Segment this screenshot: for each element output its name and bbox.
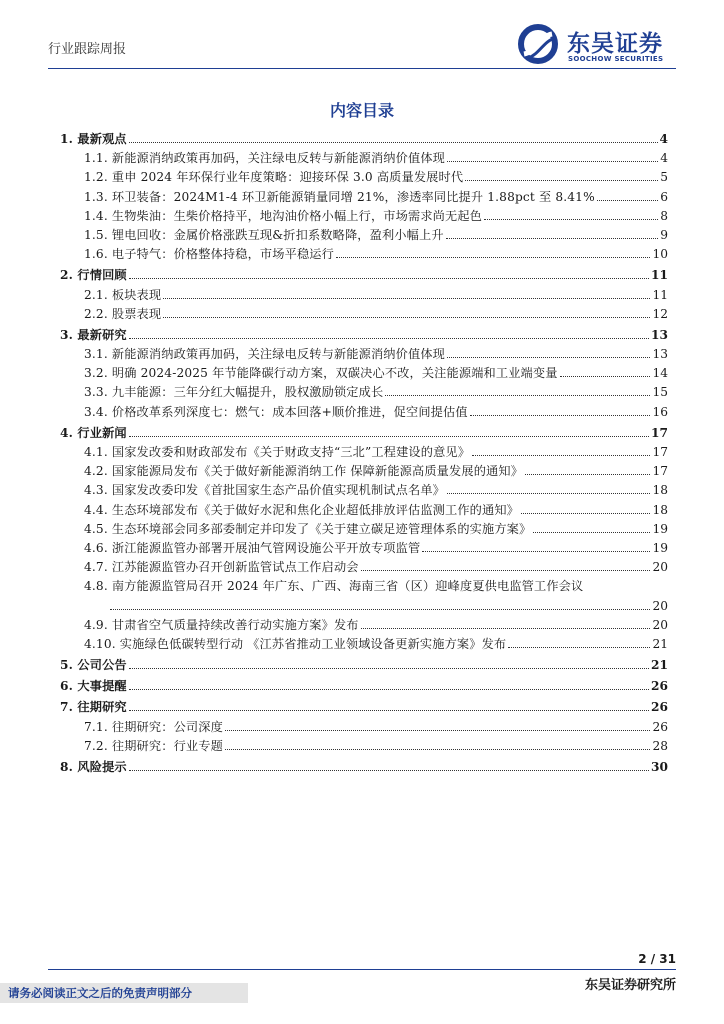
toc-entry-text: 4.1. 国家发改委和财政部发布《关于财政支持“三北”工程建设的意见》 (84, 445, 471, 459)
toc-entry-page: 26 (652, 719, 668, 734)
toc-dot-leader (447, 161, 658, 162)
logo-en-text: SOOCHOW SECURITIES (568, 55, 664, 63)
toc-entry-text: 1.5. 锂电回收：金属价格涨跌互现&折扣系数略降，盈利小幅上升 (84, 227, 444, 242)
toc-subsection-entry[interactable] (60, 737, 668, 756)
toc-subsection-entry[interactable] (60, 383, 668, 402)
toc-subsection-entry[interactable] (60, 305, 668, 324)
toc-section-entry[interactable] (60, 758, 668, 777)
toc-dot-leader (163, 298, 650, 299)
toc-dot-leader (472, 455, 650, 456)
toc-entry-page: 13 (652, 347, 668, 362)
toc-subsection-entry[interactable] (60, 520, 668, 539)
toc-subsection-entry[interactable] (60, 539, 668, 558)
toc-dot-leader (129, 710, 649, 711)
toc-dot-leader (484, 219, 658, 220)
toc-entry-page: 6 (660, 189, 668, 204)
toc-entry-page: 15 (652, 385, 668, 400)
toc-entry-page: 17 (652, 464, 668, 479)
toc-subsection-entry[interactable] (60, 226, 668, 245)
toc-entry-page: 21 (651, 658, 668, 673)
toc-subsection-entry[interactable] (60, 364, 668, 383)
toc-entry-text: 4.7. 江苏能源监管办召开创新监管试点工作启动会 (84, 560, 359, 575)
toc-entry-text: 2.1. 板块表现 (84, 287, 162, 302)
toc-subsection-entry[interactable] (60, 245, 668, 264)
toc-entry-page: 17 (652, 445, 668, 459)
toc-dot-leader (336, 257, 651, 258)
toc-entry-text: 6. 大事提醒 (60, 679, 127, 694)
toc-entry-text: 3. 最新研究 (60, 327, 127, 342)
toc-entry-page: 26 (651, 700, 668, 715)
toc-dot-leader (129, 142, 658, 143)
toc-entry-page: 12 (652, 306, 668, 321)
toc-entry-text: 7. 往期研究 (60, 700, 127, 715)
toc-subsection-entry[interactable] (60, 188, 668, 207)
header-divider (48, 68, 676, 69)
footer-brand: 东吴证券研究所 (584, 978, 676, 993)
toc-entry-page: 20 (652, 598, 668, 613)
toc-entry-page: 21 (652, 636, 668, 651)
toc-subsection-entry[interactable] (60, 481, 668, 500)
toc-entry-page: 11 (651, 268, 668, 283)
toc-entry-text: 3.3. 九丰能源：三年分红大幅提升，股权激励锁定成长 (84, 385, 384, 400)
toc-title: 内容目录 (329, 101, 394, 120)
toc-subsection-entry[interactable] (60, 443, 668, 462)
toc-entry-text: 1. 最新观点 (60, 132, 127, 146)
toc-dot-leader (129, 436, 649, 437)
table-of-contents (60, 128, 668, 777)
toc-dot-leader (129, 689, 649, 690)
toc-entry-text: 7.1. 往期研究：公司深度 (84, 719, 223, 734)
toc-entry-text: 1.1. 新能源消纳政策再加码，关注绿电反转与新能源消纳价值体现 (84, 151, 445, 166)
toc-entry-page: 26 (651, 679, 668, 694)
toc-entry-text: 4.10. 实施绿色低碳转型行动 《江苏省推动工业领域设备更新实施方案》发布 (84, 636, 507, 651)
toc-dot-leader (446, 238, 659, 239)
toc-dot-leader (225, 730, 651, 731)
toc-entry-page: 8 (660, 208, 668, 223)
toc-entry-text: 4. 行业新闻 (60, 425, 127, 440)
page-number: 2 / 31 (638, 952, 676, 966)
toc-entry-page: 13 (651, 327, 668, 342)
toc-entry-text: 5. 公司公告 (60, 658, 127, 673)
toc-dot-leader (470, 415, 651, 416)
toc-subsection-entry[interactable] (60, 501, 668, 520)
toc-entry-text: 3.1. 新能源消纳政策再加码，关注绿电反转与新能源消纳价值体现 (84, 347, 445, 362)
toc-entry-text: 4.8. 南方能源监管局召开 2024 年广东、广西、海南三省（区）迎峰度夏供电监管工作会议 (84, 579, 584, 594)
toc-dot-leader (361, 570, 651, 571)
toc-entry-page: 4 (659, 132, 668, 146)
disclaimer-bar (0, 983, 248, 1003)
toc-section-entry[interactable] (60, 326, 668, 345)
toc-entry-text: 4.2. 国家能源局发布《关于做好新能源消纳工作 保障新能源高质量发展的通知》 (84, 464, 524, 479)
toc-subsection-entry[interactable] (60, 168, 668, 187)
toc-entry-text: 1.3. 环卫装备：2024M1-4 环卫新能源销量同增 21%，渗透率同比提升 1.88pct 至 8.41% (84, 189, 595, 204)
toc-subsection-entry[interactable] (60, 616, 668, 635)
toc-entry-text: 7.2. 往期研究：行业专题 (84, 738, 223, 753)
toc-entry-text: 1.2. 重申 2024 年环保行业年度策略：迎接环保 3.0 高质量发展时代 (84, 170, 464, 185)
toc-dot-leader (465, 180, 658, 181)
toc-dot-leader (533, 532, 650, 533)
toc-entry-page: 14 (652, 366, 668, 381)
toc-entry-page: 4 (660, 151, 668, 166)
toc-entry-page: 11 (652, 287, 668, 302)
toc-entry-text: 3.4. 价格改革系列深度七：燃气：成本回落+顺价推进，促空间提估值 (84, 404, 468, 419)
toc-entry-page: 19 (652, 521, 668, 536)
toc-entry-text: 4.5. 生态环境部会同多部委制定并印发了《关于建立碳足迹管理体系的实施方案》 (84, 521, 532, 536)
toc-entry-text: 3.2. 明确 2024-2025 年节能降碳行动方案，双碳决心不改，关注能源端和工业端变量 (84, 366, 558, 381)
toc-subsection-entry[interactable] (60, 207, 668, 226)
toc-section-entry[interactable] (60, 424, 668, 443)
toc-entry-text: 4.6. 浙江能源监管办部署开展油气管网设施公平开放专项监管 (84, 540, 421, 555)
toc-entry-page: 9 (660, 227, 668, 242)
toc-dot-leader (422, 551, 650, 552)
logo-cn-text: 东吴证券 (567, 31, 663, 57)
toc-subsection-entry[interactable] (60, 462, 668, 481)
toc-subsection-entry[interactable] (60, 403, 668, 422)
footer-divider (48, 969, 676, 970)
toc-entry-text: 1.4. 生物柴油：生柴价格持平，地沟油价格小幅上行，市场需求尚无起色 (84, 208, 483, 223)
toc-entry-text: 4.9. 甘肃省空气质量持续改善行动实施方案》发布 (84, 617, 359, 632)
toc-dot-leader (129, 278, 649, 279)
toc-entry-page: 19 (652, 540, 668, 555)
toc-dot-leader (110, 609, 650, 610)
toc-entry-page: 20 (652, 617, 668, 632)
toc-dot-leader (521, 513, 650, 514)
toc-dot-leader (447, 357, 650, 358)
toc-entry-page: 16 (652, 404, 668, 419)
toc-dot-leader (447, 493, 650, 494)
toc-dot-leader (597, 200, 658, 201)
disclaimer-text: 请务必阅读正文之后的免责声明部分 (8, 986, 192, 1000)
toc-entry-text: 2.2. 股票表现 (84, 306, 162, 321)
toc-subsection-entry[interactable] (60, 577, 668, 596)
toc-entry-page: 5 (660, 170, 668, 185)
toc-entry-page: 20 (652, 560, 668, 575)
toc-section-entry[interactable] (60, 130, 668, 149)
toc-section-entry[interactable] (60, 266, 668, 285)
toc-dot-leader (560, 376, 651, 377)
toc-entry-text: 1.6. 电子特气：价格整体持稳，市场平稳运行 (84, 247, 334, 262)
report-type-label: 行业跟踪周报 (48, 42, 127, 57)
toc-entry-continuation[interactable] (60, 597, 668, 616)
toc-dot-leader (163, 317, 650, 318)
toc-section-entry[interactable] (60, 656, 668, 675)
toc-entry-text: 4.4. 生态环境部发布《关于做好水泥和焦化企业超低排放评估监测工作的通知》 (84, 502, 520, 517)
toc-entry-page: 18 (652, 483, 668, 498)
brand-logo (518, 24, 678, 64)
toc-section-entry[interactable] (60, 698, 668, 717)
toc-dot-leader (225, 749, 651, 750)
toc-subsection-entry[interactable] (60, 149, 668, 168)
toc-dot-leader (525, 474, 650, 475)
toc-entry-page: 28 (652, 738, 668, 753)
toc-dot-leader (129, 770, 649, 771)
toc-entry-page: 10 (652, 247, 668, 262)
toc-subsection-entry[interactable] (60, 286, 668, 305)
toc-entry-text: 2. 行情回顾 (60, 268, 127, 283)
toc-dot-leader (129, 668, 649, 669)
toc-dot-leader (129, 338, 649, 339)
toc-subsection-entry[interactable] (60, 718, 668, 737)
toc-entry-page: 17 (651, 425, 668, 440)
soochow-logo-icon (518, 24, 562, 64)
toc-subsection-entry[interactable] (60, 635, 668, 654)
toc-dot-leader (385, 395, 650, 396)
toc-dot-leader (508, 647, 650, 648)
toc-entry-text: 8. 风险提示 (60, 760, 127, 774)
toc-entry-page: 30 (651, 760, 668, 774)
toc-dot-leader (361, 628, 651, 629)
toc-section-entry[interactable] (60, 677, 668, 696)
toc-entry-text: 4.3. 国家发改委印发《首批国家生态产品价值实现机制试点名单》 (84, 483, 445, 498)
toc-entry-page: 18 (652, 502, 668, 517)
toc-subsection-entry[interactable] (60, 345, 668, 364)
toc-subsection-entry[interactable] (60, 558, 668, 577)
